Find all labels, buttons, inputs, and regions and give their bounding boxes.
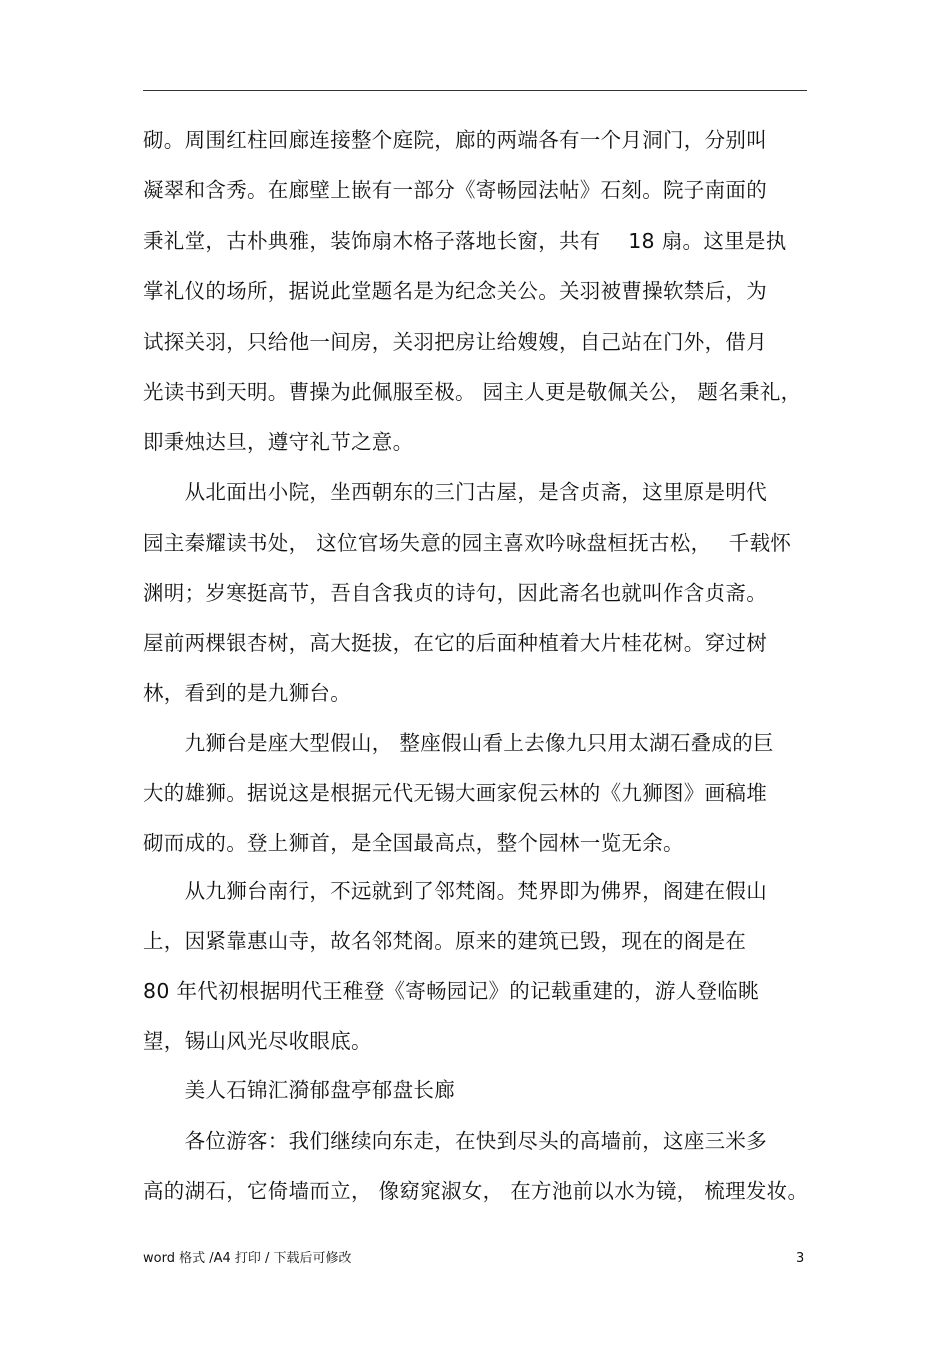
text-line: 砌而成的。登上狮首，是全国最高点，整个园林一览无余。 [143, 831, 684, 855]
text-line: 大的雄狮。据说这是根据元代无锡大画家倪云林的《九狮图》画稿堆 [143, 781, 767, 805]
header-rule [143, 90, 807, 91]
text-line: 上，因紧靠惠山寺，故名邻梵阁。原来的建筑已毁，现在的阁是在 [143, 929, 747, 953]
text-line: 即秉烛达旦，遵守礼节之意。 [143, 430, 414, 454]
text-line: 80 年代初根据明代王稚登《寄畅园记》的记载重建的，游人登临眺 [143, 979, 759, 1003]
text-line: 林，看到的是九狮台。 [143, 681, 351, 705]
text-line: 从北面出小院，坐西朝东的三门古屋，是含贞斋，这里原是明代 [143, 480, 767, 504]
text-line: 从九狮台南行，不远就到了邻梵阁。梵界即为佛界，阁建在假山 [143, 879, 767, 903]
text-line: 各位游客：我们继续向东走，在快到尽头的高墙前，这座三米多 [143, 1129, 767, 1153]
text-line: 试探关羽，只给他一间房，关羽把房让给嫂嫂，自己站在门外，借月 [143, 330, 767, 354]
text-line: 九狮台是座大型假山， 整座假山看上去像九只用太湖石叠成的巨 [143, 731, 774, 755]
text-line: 屋前两棵银杏树，高大挺拔，在它的后面种植着大片桂花树。穿过树 [143, 631, 767, 655]
text-line: 高的湖石，它倚墙而立， 像窈窕淑女， 在方池前以水为镜， 梳理发妆。 [143, 1179, 809, 1203]
text-line: 砌。周围红柱回廊连接整个庭院，廊的两端各有一个月洞门，分别叫 [143, 128, 767, 152]
text-line: 渊明；岁寒挺高节，吾自含我贞的诗句，因此斋名也就叫作含贞斋。 [143, 581, 767, 605]
text-line: 掌礼仪的场所，据说此堂题名是为纪念关公。关羽被曹操软禁后，为 [143, 279, 767, 303]
page-number: 3 [796, 1251, 805, 1266]
footer-note: word 格式 /A4 打印 / 下载后可修改 [143, 1251, 352, 1266]
text-line: 美人石锦汇漪郁盘亭郁盘长廊 [143, 1078, 455, 1102]
text-line: 光读书到天明。曹操为此佩服至极。 园主人更是敬佩关公， 题名秉礼， [143, 380, 802, 404]
text-line: 望，锡山风光尽收眼底。 [143, 1029, 372, 1053]
text-line: 秉礼堂，古朴典雅，装饰扇木格子落地长窗，共有 18 扇。这里是执 [143, 229, 787, 253]
text-line: 园主秦耀读书处， 这位官场失意的园主喜欢吟咏盘桓抚古松， 千载怀 [143, 531, 792, 555]
text-line: 凝翠和含秀。在廊壁上嵌有一部分《寄畅园法帖》石刻。院子南面的 [143, 178, 767, 202]
